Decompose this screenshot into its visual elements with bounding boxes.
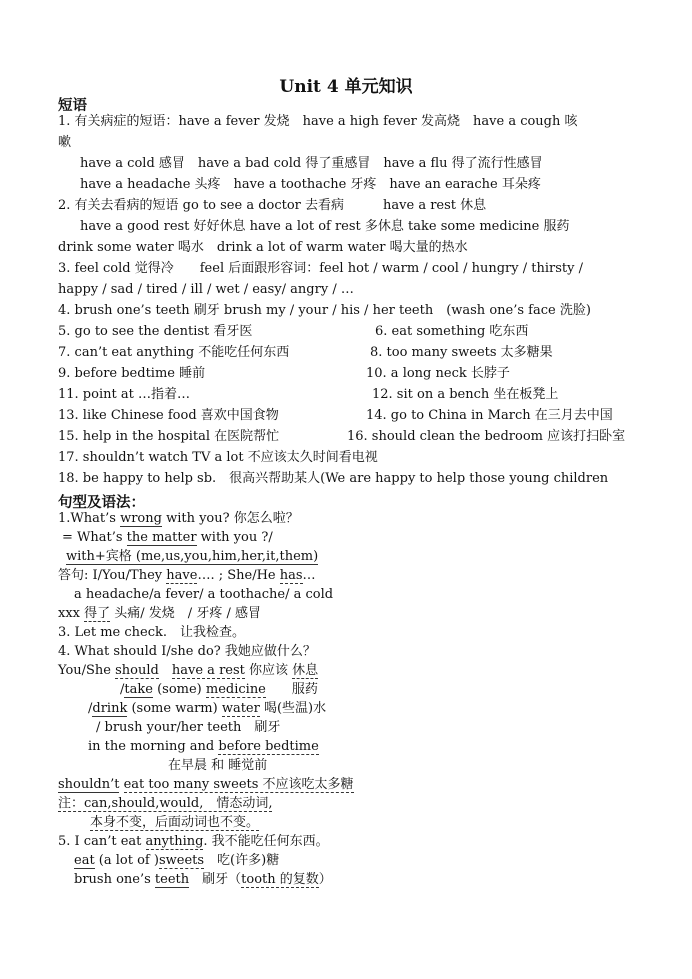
text-span: 答句: I/You/They (58, 568, 167, 583)
underlined-word: has (279, 568, 303, 583)
grammar-line: 在早晨 和 睡觉前 (168, 758, 268, 773)
underlined-phrase: 注：can,should,would, 情态动词, (58, 796, 273, 811)
grammar-line: 4. What should I/she do? 我她应做什么？ (58, 644, 316, 659)
text-span: in the morning and (88, 739, 219, 754)
phrase-item: 16. should clean the bedroom 应该打扫卧室 (347, 429, 626, 444)
grammar-line (58, 663, 318, 679)
underlined-phrase: eat too many sweets 不应该吃太多糖 (123, 777, 354, 792)
text-span (159, 663, 172, 678)
grammar-line (74, 853, 279, 869)
text-span: 1.What’s (58, 511, 121, 526)
phrase-item: 6. eat something 吃东西 (375, 324, 529, 339)
grammar-line (120, 682, 318, 698)
text-span: 你应该 (244, 663, 293, 678)
grammar-line: a headache/a fever/ a toothache/ a cold (74, 587, 334, 602)
underlined-word: have (166, 568, 198, 583)
text-span: (some warm) (127, 701, 222, 716)
grammar-line (74, 872, 332, 888)
underlined-word: drink (92, 701, 128, 716)
text-span: with you? 你怎么啦？ (161, 511, 299, 526)
text-span: . 我不能吃任何东西。 (203, 834, 329, 849)
underlined-word: 得了 (84, 606, 111, 621)
text-span (119, 777, 123, 792)
section-heading-phrases: 短语 (58, 97, 87, 114)
text-span: / (88, 701, 93, 716)
grammar-line (58, 777, 354, 793)
text-span: = What’s (62, 530, 127, 545)
text-span: 吃(许多)糖 (204, 853, 280, 868)
underlined-word: take (124, 682, 153, 697)
text-span: xxx (58, 606, 85, 621)
phrase-line: 4. brush one’s teeth 刷牙 brush my / your / his / her teeth (wash one’s face 洗脸) (58, 303, 591, 318)
phrase-line: have a cold 感冒 have a bad cold 得了重感冒 have a flu 得了流行性感冒 (80, 156, 543, 171)
section-heading-grammar: 句型及语法： (58, 494, 145, 511)
grammar-line (58, 834, 329, 850)
underlined-word: sweets (158, 853, 205, 868)
underlined-word: have a rest (171, 663, 245, 678)
phrase-line: 1. 有关病症的短语：have a fever 发烧 have a high fever 发高烧 have a cough 咳 (58, 114, 578, 129)
underlined-word: the matter (126, 530, 197, 545)
text-span: ） (318, 872, 332, 887)
grammar-line (62, 530, 273, 546)
underlined-word: wrong (120, 511, 162, 526)
grammar-line: 3. Let me check. 让我检查。 (58, 625, 246, 640)
underlined-word: anything (145, 834, 204, 849)
phrase-line: happy / sad / tired / ill / wet / easy/ angry / … (58, 282, 354, 297)
underlined-phrase: 本身不变，后面动词也不变。 (90, 815, 260, 830)
phrase-line: 18. be happy to help sb. 很高兴帮助某人(We are happy to help those young children (58, 471, 609, 486)
underlined-word: teeth (154, 872, 190, 887)
underlined-word: should (115, 663, 159, 678)
grammar-line (66, 549, 318, 565)
text-span: brush one’s (74, 872, 155, 887)
phrase-line: have a good rest 好好休息 have a lot of rest 多休息 take some medicine 服药 (80, 219, 570, 234)
phrase-item: 10. a long neck 长脖子 (366, 366, 510, 381)
phrase-item: 12. sit on a bench 坐在板凳上 (372, 387, 559, 402)
grammar-line (58, 568, 316, 584)
text-span: 喝(些温)水 (259, 701, 327, 716)
grammar-line (58, 606, 261, 622)
phrase-line: 3. feel cold 觉得冷 feel 后面跟形容词：feel hot / warm / cool / hungry / thirsty / (58, 261, 583, 276)
phrase-item: 8. too many sweets 太多糖果 (370, 345, 553, 360)
page-title: Unit 4 单元知识 (279, 77, 413, 97)
phrase-item: 15. help in the hospital 在医院帮忙 (58, 429, 280, 444)
text-span: 服药 (265, 682, 318, 697)
underlined-word: eat (74, 853, 95, 868)
text-span: / (120, 682, 125, 697)
phrase-line: 17. shouldn’t watch TV a lot 不应该太久时间看电视 (58, 450, 378, 465)
text-span: 5. I can’t eat (58, 834, 146, 849)
phrase-item: 9. before bedtime 睡前 (58, 366, 206, 381)
underlined-word: 休息 (292, 663, 319, 678)
underlined-word: shouldn’t (58, 777, 120, 792)
text-span: You/She (58, 663, 116, 678)
underlined-word: water (221, 701, 260, 716)
underlined-phrase: tooth 的复数 (241, 872, 319, 887)
grammar-line (58, 511, 299, 527)
grammar-note (90, 815, 259, 831)
underlined-phrase: before bedtime (218, 739, 319, 754)
phrase-item: 7. can’t eat anything 不能吃任何东西 (58, 345, 290, 360)
phrase-line: drink some water 喝水 drink a lot of warm water 喝大量的热水 (58, 240, 468, 255)
phrase-item: 14. go to China in March 在三月去中国 (366, 408, 613, 423)
phrase-line: have a headache 头疼 have a toothache 牙疼 have an earache 耳朵疼 (80, 177, 541, 192)
text-span: with you ?/ (196, 530, 273, 545)
text-span: 头痛/ 发烧 / 牙疼 / 感冒 (110, 606, 261, 621)
phrase-item: 13. like Chinese food 喜欢中国食物 (58, 408, 279, 423)
grammar-line: / brush your/her teeth 刷牙 (96, 720, 281, 735)
grammar-line (88, 739, 319, 755)
text-span: 刷牙（ (189, 872, 242, 887)
text-span: (some) (152, 682, 206, 697)
phrase-line: 2. 有关去看病的短语 go to see a doctor 去看病 have a rest 休息 (58, 198, 487, 213)
text-span: (a lot of ) (94, 853, 159, 868)
text-span: …. ; She/He (197, 568, 280, 583)
phrase-item: 11. point at …指着… (58, 387, 190, 402)
phrase-line: 嗽 (58, 135, 72, 150)
phrase-item: 5. go to see the dentist 看牙医 (58, 324, 253, 339)
text-span: … (302, 568, 316, 583)
grammar-line (88, 701, 326, 717)
underlined-word: medicine (205, 682, 266, 697)
underlined-phrase: with+宾格 (me,us,you,him,her,it,them) (66, 549, 319, 564)
grammar-note (58, 796, 272, 812)
